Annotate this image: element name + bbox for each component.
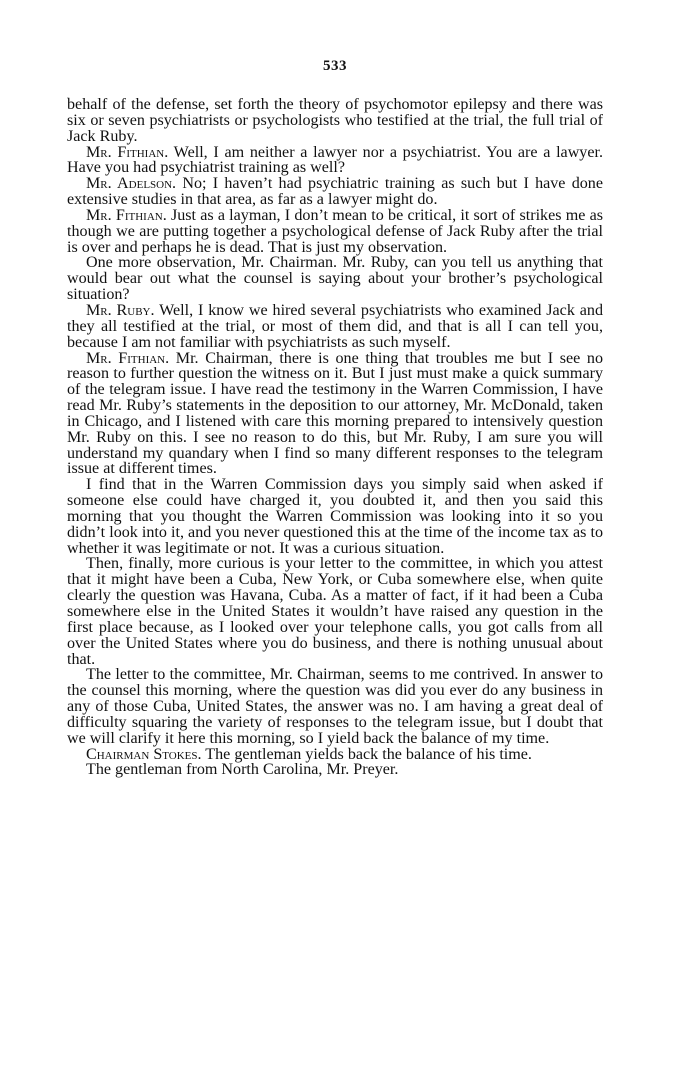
paragraph [67,208,603,256]
paragraph [67,351,603,478]
document-body [67,97,603,778]
paragraph-text: Then, finally, more curious is your letter to the committee, in which you attest that it might have been a Cuba, New York, or Cuba somewhere else, when quite clearly the question was Havana, Cuba. As a matter of fact, if it had been a Cuba somewhere else in the United States it wouldn’t have raised any question in the first place because, as I looked over your telephone calls, you got calls from all over the United States where you do business, and there is nothing unusual about that. [67,555,603,668]
paragraph [67,667,603,746]
speaker-name: Mr. Adelson. [86,175,177,193]
paragraph-text: Mr. Chairman, there is one thing that troubles me but I see no reason to further question the witness on it. But I just must make a quick summary of the telegram issue. I have read the testimony in the Warren Commission, I have read Mr. Ruby’s statements in the deposition to our attorney, Mr. McDonald, taken in Chicago, and I listened with care this morning prepared to intensively question Mr. Ruby on this. I see no reason to do this, but Mr. Ruby, I am sure you will understand my quandary when I find so many different responses to the telegram issue at different times. [67,349,604,478]
paragraph [67,255,603,303]
page-number: 533 [323,58,347,74]
paragraph-text: Just as a layman, I don’t mean to be critical, it sort of strikes me as though we are putting together a psychological defense of Jack Ruby after the trial is over and perhaps he is dead. That is just my observation. [67,206,603,256]
speaker-name: Mr. Fithian. [86,143,169,161]
speaker-name: Mr. Fithian. [86,349,170,367]
paragraph-text: I find that in the Warren Commission days you simply said when asked if someone else could have charged it, you doubted it, and then you said this morning that you thought the Warren Commission was looking into it so you didn’t look into it, and you never questioned this at the time of the income tax as to whether it was legitimate or not. It was a curious situation. [67,476,603,557]
paragraph-text: behalf of the defense, set forth the theory of psychomotor epilepsy and there was six or seven psychiatrists or psychologists who testified at the trial, the full trial of Jack Ruby. [67,96,603,145]
paragraph [67,747,603,763]
paragraph [67,145,603,177]
speaker-name: Chairman Stokes. [86,745,202,763]
paragraph-text: The gentleman from North Carolina, Mr. Preyer. [86,761,399,779]
paragraph-text: Well, I am neither a lawyer nor a psychiatrist. You are a lawyer. Have you had psychiatrist training as well? [67,143,603,177]
paragraph [67,762,603,778]
paragraph [67,477,603,556]
paragraph [67,303,603,351]
paragraph-text: One more observation, Mr. Chairman. Mr. Ruby, can you tell us anything that would bear out what the counsel is saying about your brother’s psychological situation? [67,254,603,304]
paragraph-text: Well, I know we hired several psychiatrists who examined Jack and they all testified at the trial, or most of them did, and that is all I can tell you, because I am not familiar with psychiatrists as such myself. [67,301,603,351]
document-page [67,58,603,778]
speaker-name: Mr. Ruby. [86,301,155,319]
paragraph [67,176,603,208]
paragraph-text: The letter to the committee, Mr. Chairman, seems to me contrived. In answer to the counsel this morning, where the question was did you ever do any business in any of those Cuba, United States, the answer was no. I am having a great deal of difficulty squaring the variety of responses to the telegram issue, but I doubt that we will clarify it here this morning, so I yield back the balance of my time. [67,666,603,747]
paragraph-text: The gentleman yields back the balance of his time. [201,745,532,763]
paragraph-text: No; I haven’t had psychiatric training as such but I have done extensive studies in that area, as far as a lawyer might do. [67,175,603,209]
paragraph [67,97,603,145]
speaker-name: Mr. Fithian. [86,206,167,224]
paragraph [67,556,603,667]
